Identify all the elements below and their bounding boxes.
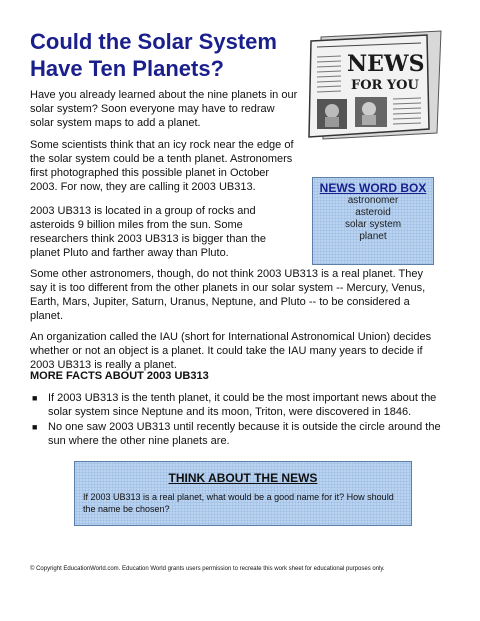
list-item: [30, 391, 450, 419]
word-box-item: solar system: [344, 219, 402, 230]
word-box-item: asteroid: [355, 207, 391, 218]
list-item: [30, 420, 450, 448]
bullet-icon: ■: [32, 393, 38, 403]
paragraph-location: 2003 UB313 is located in a group of rocks and asteroids 9 billion miles from the sun. Some researchers think 2003 UB313 is bigger than the planet Pluto and farther away than Pluto.: [30, 205, 267, 259]
page-title: Could the Solar System Have Ten Planets?: [30, 29, 277, 81]
paragraph-iau: An organization called the IAU (short for International Astronomical Union) decides whether or not an object is a planet. It could take the IAU many years to decide if 2003 UB313 is really a planet.: [30, 331, 432, 371]
more-facts-heading: MORE FACTS ABOUT 2003 UB313: [30, 370, 209, 382]
news-headline-line2: FOR YOU: [351, 78, 419, 93]
bullet-icon: ■: [32, 422, 38, 432]
copyright-notice: © Copyright EducationWorld.com. Education World grants users permission to recreate this work sheet for educational purposes only.: [30, 566, 385, 572]
think-box-question: If 2003 UB313 is a real planet, what would be a good name for it? How should the name be chosen?: [83, 492, 394, 514]
news-headline-line1: NEWS: [347, 51, 425, 77]
paragraph-discovery: Some scientists think that an icy rock near the edge of the solar system could be a tenth planet. Astronomers first photographed this possible planet in October 2003. For now, they are calling it 2003 UB313.: [30, 139, 294, 193]
paragraph-intro: Have you already learned about the nine planets in our solar system? Soon everyone may have to redraw solar system maps to add a planet.: [30, 89, 298, 129]
word-box-item: astronomer: [347, 195, 399, 206]
newspaper-icon: [303, 29, 443, 141]
news-word-box: [312, 177, 434, 265]
more-facts-list: [30, 391, 450, 449]
paragraph-disagreement: Some other astronomers, though, do not think 2003 UB313 is a real planet. They say it is too different from the other planets in our solar system -- Mercury, Venus, Earth, Mars, Jupiter, Saturn, Uranus, Neptune, and Pluto -- to be considered a planet.: [30, 268, 426, 322]
word-box-item: planet: [359, 231, 387, 242]
think-about-the-news-box: [74, 461, 412, 526]
think-box-title: THINK ABOUT THE NEWS: [168, 471, 318, 485]
word-box-title: NEWS WORD BOX: [319, 181, 427, 195]
fact-text: If 2003 UB313 is the tenth planet, it could be the most important news about the solar system since Neptune and its moon, Triton, were discovered in 1846.: [48, 392, 437, 418]
fact-text: No one saw 2003 UB313 until recently because it is outside the circle around the sun where the other nine planets are.: [48, 421, 441, 447]
